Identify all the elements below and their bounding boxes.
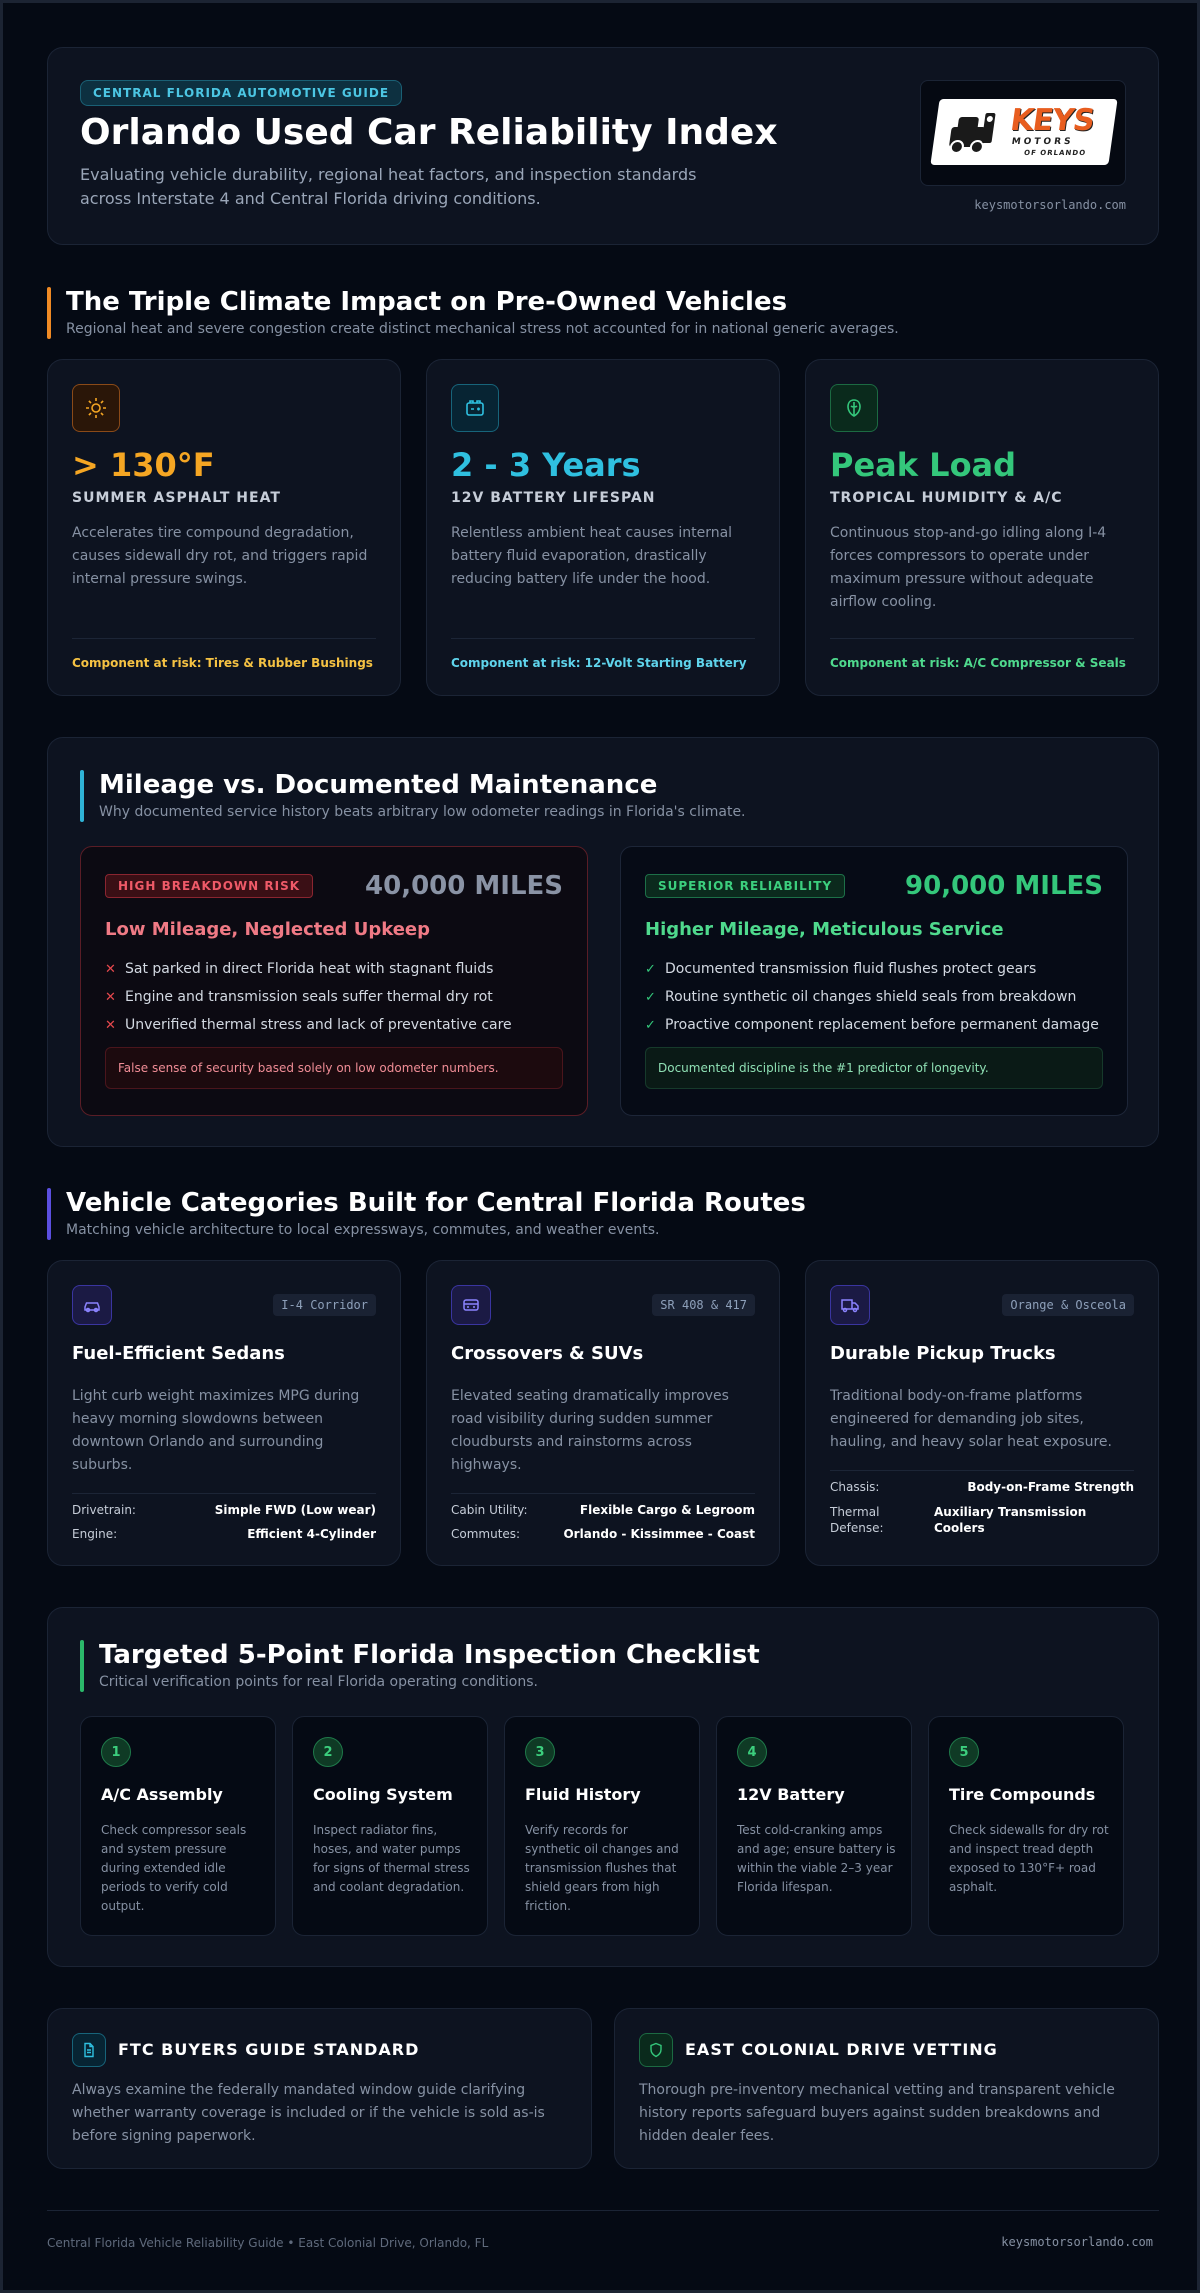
category-description: Elevated seating dramatically improves road visibility during sudden summer cloudbursts and rainstorms across highways.	[451, 1388, 729, 1473]
list-item: ✕ Sat parked in direct Florida heat with stagnant fluids	[105, 961, 494, 977]
footer-caption: Central Florida Vehicle Reliability Guide • East Colonial Drive, Orlando, FL	[47, 2236, 489, 2250]
step-title: Fluid History	[525, 1785, 641, 1804]
ftc-buyers-guide-card	[47, 2008, 592, 2169]
ftc-card-description: Always examine the federally mandated window guide clarifying whether warranty coverage is included or if the vehicle is sold as-is before signing paperwork.	[72, 2082, 545, 2144]
checklist-step	[80, 1716, 276, 1936]
mileage-card-title: Higher Mileage, Meticulous Service	[645, 919, 1004, 940]
step-title: Cooling System	[313, 1785, 453, 1804]
reliability-badge: SUPERIOR RELIABILITY	[645, 874, 845, 898]
component-at-risk: Component at risk: Tires & Rubber Bushings	[72, 656, 373, 670]
step-number-badge: 2	[313, 1737, 343, 1767]
category-title: Crossovers & SUVs	[451, 1343, 644, 1364]
list-item: ✕ Engine and transmission seals suffer thermal dry rot	[105, 989, 493, 1005]
climate-description: Relentless ambient heat causes internal battery fluid evaporation, drastically reducing battery life under the hood.	[451, 525, 733, 587]
route-tag: I-4 Corridor	[273, 1294, 376, 1316]
risk-list	[105, 955, 512, 1039]
section-accent-bar	[47, 1188, 51, 1240]
divider	[830, 1470, 1134, 1471]
climate-stat: 2 - 3 Years	[451, 446, 641, 484]
climate-label: SUMMER ASPHALT HEAT	[72, 490, 281, 506]
east-colonial-vetting-card	[614, 2008, 1159, 2169]
step-title: A/C Assembly	[101, 1785, 223, 1804]
step-number-badge: 3	[525, 1737, 555, 1767]
sun-icon	[72, 384, 120, 432]
spec-value: Body-on-Frame Strength	[967, 1480, 1134, 1494]
section-accent-bar	[80, 1640, 84, 1692]
step-description: Check sidewalls for dry rot and inspect tread depth exposed to 130°F+ road asphalt.	[949, 1823, 1109, 1894]
page-title: Orlando Used Car Reliability Index	[80, 112, 778, 153]
mileage-card-title: Low Mileage, Neglected Upkeep	[105, 919, 430, 940]
climate-card-humidity	[805, 359, 1159, 696]
climate-description: Continuous stop-and-go idling along I-4 forces compressors to operate under maximum pressure without adequate airflow cooling.	[830, 525, 1107, 610]
mileage-section-title: Mileage vs. Documented Maintenance	[99, 770, 658, 800]
step-description: Verify records for synthetic oil changes and transmission flushes that shield gears from high friction.	[525, 1823, 679, 1913]
category-description: Light curb weight maximizes MPG during heavy morning slowdowns between downtown Orlando and surrounding suburbs.	[72, 1388, 360, 1473]
categories-section-subtitle: Matching vehicle architecture to local expressways, commutes, and weather events.	[66, 1222, 660, 1238]
leaf-icon	[830, 384, 878, 432]
climate-section-subtitle: Regional heat and severe congestion create distinct mechanical stress not accounted for in national generic averages.	[66, 321, 899, 337]
spec-key: Engine:	[72, 1527, 118, 1541]
suv-icon	[451, 1285, 491, 1325]
route-tag: SR 408 & 417	[652, 1294, 755, 1316]
step-number-badge: 4	[737, 1737, 767, 1767]
battery-icon	[451, 384, 499, 432]
spec-key: Drivetrain:	[72, 1503, 136, 1517]
spec-value: Flexible Cargo & Legroom	[579, 1503, 755, 1517]
guide-eyebrow-badge: CENTRAL FLORIDA AUTOMOTIVE GUIDE	[80, 80, 402, 106]
car-silhouette-icon	[946, 109, 1002, 155]
mileage-value: 90,000 MILES	[905, 871, 1103, 901]
step-title: 12V Battery	[737, 1785, 845, 1804]
step-description: Inspect radiator fins, hoses, and water pumps for signs of thermal stress and coolant degradation.	[313, 1823, 470, 1894]
spec-key: Thermal Defense:	[830, 1505, 884, 1535]
checklist-section-card	[47, 1607, 1159, 1967]
climate-card-battery	[426, 359, 780, 696]
list-item: ✕ Unverified thermal stress and lack of preventative care	[105, 1017, 512, 1033]
route-tag: Orange & Osceola	[1002, 1294, 1134, 1316]
spec-value: Auxiliary Transmission Coolers	[934, 1505, 1087, 1535]
high-mileage-card	[620, 846, 1128, 1116]
step-description: Check compressor seals and system pressure during extended idle periods to verify cold output.	[101, 1823, 247, 1913]
climate-stat: Peak Load	[830, 446, 1017, 484]
x-mark-icon: ✕	[105, 1017, 116, 1033]
category-description: Traditional body-on-frame platforms engineered for demanding job sites, hauling, and heavy solar heat exposure.	[830, 1388, 1112, 1450]
dealer-logo[interactable]	[920, 80, 1126, 186]
logo-motors-text: MOTORS	[1010, 137, 1075, 147]
category-card-sedans	[47, 1260, 401, 1566]
step-number-badge: 5	[949, 1737, 979, 1767]
mileage-section-card	[47, 737, 1159, 1147]
spec-key: Commutes:	[451, 1527, 521, 1541]
ftc-card-title: FTC BUYERS GUIDE STANDARD	[118, 2040, 420, 2059]
checklist-section-subtitle: Critical verification points for real Florida operating conditions.	[99, 1674, 538, 1690]
footer-divider	[47, 2210, 1159, 2211]
climate-description: Accelerates tire compound degradation, causes sidewall dry rot, and triggers rapid internal pressure swings.	[72, 525, 368, 587]
header-domain[interactable]: keysmotorsorlando.com	[974, 198, 1126, 212]
logo-of-orlando-text: OF ORLANDO	[1023, 149, 1087, 157]
vetting-card-title: EAST COLONIAL DRIVE VETTING	[685, 2040, 998, 2059]
risk-badge: HIGH BREAKDOWN RISK	[105, 874, 313, 898]
shield-icon	[639, 2033, 673, 2067]
spec-value: Simple FWD (Low wear)	[214, 1503, 376, 1517]
low-mileage-card	[80, 846, 588, 1116]
spec-key: Cabin Utility:	[451, 1503, 528, 1517]
logo-plate	[930, 99, 1117, 165]
list-item: ✓ Routine synthetic oil changes shield seals from breakdown	[645, 989, 1077, 1005]
check-icon: ✓	[645, 989, 656, 1005]
category-title: Durable Pickup Trucks	[830, 1343, 1056, 1364]
checklist-step	[504, 1716, 700, 1936]
truck-icon	[830, 1285, 870, 1325]
climate-label: 12V BATTERY LIFESPAN	[451, 490, 656, 506]
step-title: Tire Compounds	[949, 1785, 1096, 1804]
climate-section-title: The Triple Climate Impact on Pre-Owned Vehicles	[66, 287, 788, 317]
x-mark-icon: ✕	[105, 989, 116, 1005]
divider	[451, 1493, 755, 1494]
category-card-suvs	[426, 1260, 780, 1566]
header-card	[47, 47, 1159, 245]
climate-card-heat	[47, 359, 401, 696]
climate-label: TROPICAL HUMIDITY & A/C	[830, 490, 1063, 506]
checklist-section-title: Targeted 5-Point Florida Inspection Checklist	[99, 1640, 760, 1670]
divider	[451, 638, 755, 639]
check-icon: ✓	[645, 1017, 656, 1033]
success-note: Documented discipline is the #1 predictor of longevity.	[645, 1047, 1103, 1089]
divider	[72, 1493, 376, 1494]
check-icon: ✓	[645, 961, 656, 977]
benefit-list	[645, 955, 1099, 1039]
component-at-risk: Component at risk: A/C Compressor & Seals	[830, 656, 1126, 670]
component-at-risk: Component at risk: 12-Volt Starting Battery	[451, 656, 747, 670]
mileage-value: 40,000 MILES	[365, 871, 563, 901]
categories-section-title: Vehicle Categories Built for Central Florida Routes	[66, 1188, 806, 1218]
checklist-step	[928, 1716, 1124, 1936]
category-title: Fuel-Efficient Sedans	[72, 1343, 285, 1364]
list-item: ✓ Proactive component replacement before permanent damage	[645, 1017, 1099, 1033]
car-icon	[72, 1285, 112, 1325]
mileage-section-subtitle: Why documented service history beats arbitrary low odometer readings in Florida's climate.	[99, 804, 746, 820]
list-item: ✓ Documented transmission fluid flushes protect gears	[645, 961, 1037, 977]
step-number-badge: 1	[101, 1737, 131, 1767]
spec-value: Orlando - Kissimmee - Coast	[563, 1527, 755, 1541]
climate-stat: > 130°F	[72, 446, 215, 484]
section-accent-bar	[47, 287, 51, 339]
vetting-card-description: Thorough pre-inventory mechanical vetting and transparent vehicle history reports safeguard buyers against sudden breakdowns and hidden dealer fees.	[639, 2082, 1115, 2144]
footer-domain-link[interactable]: keysmotorsorlando.com	[1001, 2235, 1153, 2249]
divider	[830, 638, 1134, 639]
page-subtitle: Evaluating vehicle durability, regional heat factors, and inspection standards across Interstate 4 and Central Florida driving conditions.	[80, 165, 697, 208]
logo-keys-text: KEYS	[1008, 103, 1097, 138]
section-accent-bar	[80, 770, 84, 822]
spec-value: Efficient 4-Cylinder	[247, 1527, 376, 1541]
warning-note: False sense of security based solely on low odometer numbers.	[105, 1047, 563, 1089]
step-description: Test cold-cranking amps and age; ensure battery is within the viable 2–3 year Florida lifespan.	[737, 1823, 896, 1894]
category-card-trucks	[805, 1260, 1159, 1566]
checklist-step	[292, 1716, 488, 1936]
spec-key: Chassis:	[830, 1480, 880, 1494]
divider	[72, 638, 376, 639]
x-mark-icon: ✕	[105, 961, 116, 977]
document-icon	[72, 2033, 106, 2067]
checklist-step	[716, 1716, 912, 1936]
